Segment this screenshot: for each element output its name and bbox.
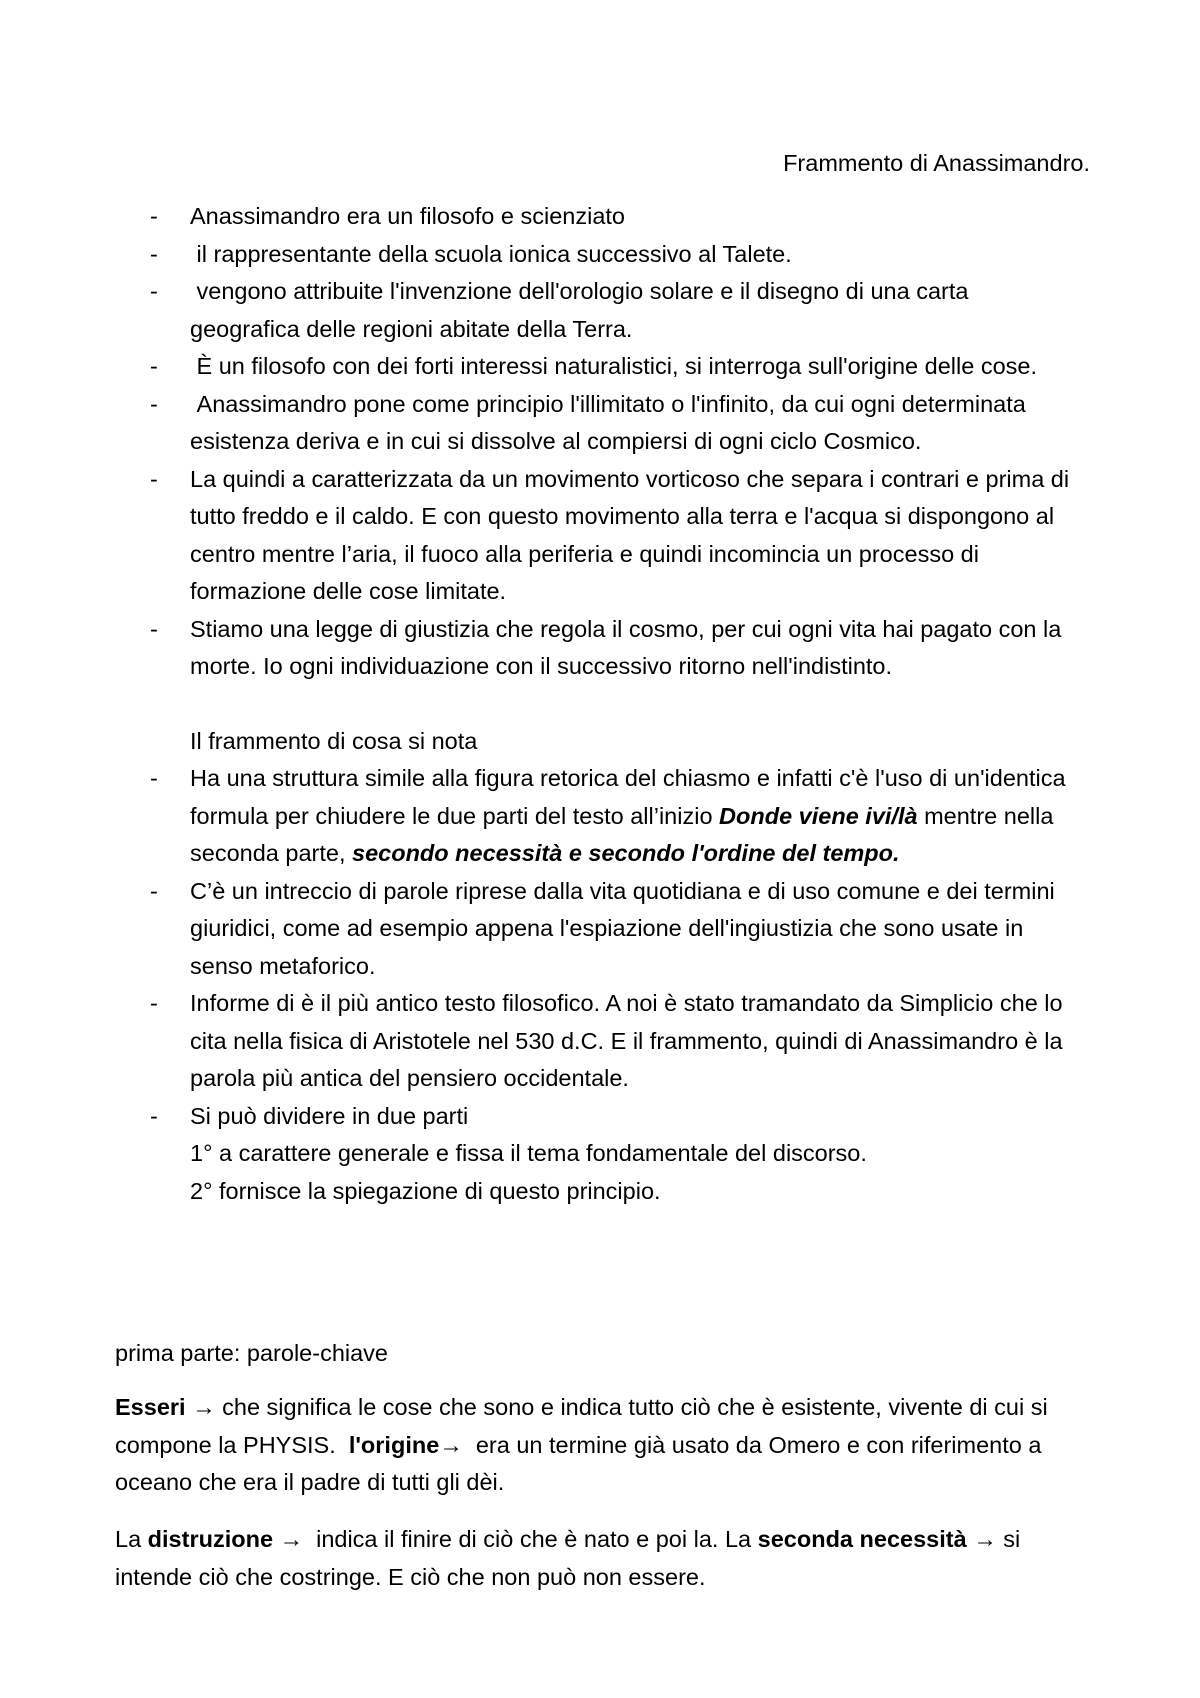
bullet-dash: - — [150, 353, 158, 379]
paragraph-distruzione — [115, 1521, 1075, 1596]
bullet-dash: - — [150, 765, 158, 791]
list-item-text: È un filosofo con dei forti interessi naturalistici, si interroga sull'origine delle cose. — [190, 353, 1037, 379]
list-item-text: C’è un intreccio di parole riprese dalla vita quotidiana e di uso comune e dei termini giuridici, come ad esempio appena l'espiazione dell'ingiustizia che sono usate in senso metaforico. — [190, 877, 1055, 979]
list-item — [150, 348, 1070, 386]
list-item-text: Stiamo una legge di giustizia che regola il cosmo, per cui ogni vita hai pagato con la morte. Io ogni individuazione con il successivo ritorno nell'indistinto. — [190, 615, 1062, 679]
list-item-text: vengono attribuite l'invenzione dell'orologio solare e il disegno di una carta geografica delle regioni abitate della Terra. — [190, 278, 975, 342]
bullet-dash: - — [150, 1102, 158, 1129]
bullet-dash: - — [150, 278, 158, 304]
list-item — [150, 386, 1070, 461]
list-item-text: il rappresentante della scuola ionica successivo al Talete. — [190, 240, 792, 267]
list-item-text: Anassimandro era un filosofo e scienziato — [190, 203, 625, 229]
list-item — [150, 236, 1070, 274]
paragraph-text: era un termine già usato da Omero e con riferimento a oceano che era il padre di tutti gli dèi. — [115, 1431, 1048, 1495]
arrow-icon: → — [192, 1394, 216, 1420]
list-item-text: Ha una struttura simile alla figura retorica del chiasmo e infatti c'è l'uso di un'identica formula per chiudere le due parti del testo all’inizio — [190, 765, 1066, 829]
bullet-dash: - — [150, 240, 158, 267]
list-item-text: mentre nella seconda parte, — [190, 802, 1054, 866]
paragraph-text: che significa le cose che sono e indica tutto ciò che è esistente, vivente di cui si compone la PHYSIS. — [115, 1394, 1055, 1458]
arrow-icon: → — [973, 1526, 997, 1552]
quoted-formula: Donde viene ivi/là — [719, 802, 918, 829]
list-item-text: Anassimandro pone come principio l'illimitato o l'infinito, da cui ogni determinata esistenza deriva e in cui si dissolve al compiersi di ogni ciclo Cosmico. — [190, 390, 1033, 454]
section-heading: prima parte: parole-chiave — [115, 1340, 388, 1366]
paragraph-text: La — [115, 1526, 148, 1552]
list-item — [150, 273, 1070, 348]
quoted-formula: secondo necessità e secondo l'ordine del tempo. — [352, 840, 900, 866]
key-term: distruzione — [147, 1526, 274, 1552]
bullet-dash: - — [150, 390, 158, 417]
list-item-text: Informe di è il più antico testo filosofico. A noi è stato tramandato da Simplicio che lo cita nella fisica di Aristotele nel 530 d.C. E il frammento, quindi di Anassimandro è la parola più antica del pensiero occidentale. — [190, 990, 1063, 1091]
bullet-dash: - — [150, 203, 158, 229]
key-term: Esseri — [115, 1394, 186, 1420]
subheading: Il frammento di cosa si nota — [190, 727, 478, 754]
paragraph-text: si intende ciò che costringe. E ciò che non può non essere. — [115, 1526, 1021, 1590]
list-item — [150, 873, 1070, 986]
list-item — [150, 985, 1070, 1098]
arrow-icon: → — [279, 1526, 304, 1552]
list-item-chiasmo — [150, 760, 1070, 873]
list-item-text: Si può dividere in due parti — [190, 1102, 469, 1129]
list-item-text: La quindi a caratterizzata da un movimento vorticoso che separa i contrari e prima di tutto freddo e il caldo. E con questo movimento alla terra e l'acqua si dispongono al centro mentre l’aria, il fuoco alla periferia e quindi incomincia un processo di formazione delle cose limitate. — [190, 465, 1070, 604]
bullet-dash: - — [150, 990, 158, 1016]
list-item-parti — [150, 1098, 1070, 1211]
list-item — [150, 198, 1070, 236]
bullet-dash: - — [150, 615, 158, 642]
bullet-dash: - — [150, 877, 158, 904]
key-term: seconda necessità — [757, 1526, 967, 1552]
list-item — [150, 461, 1070, 611]
key-term: l'origine — [348, 1431, 440, 1458]
arrow-icon: → — [439, 1431, 463, 1458]
list-item-subline: 1° a carattere generale e fissa il tema fondamentale del discorso. — [190, 1140, 867, 1166]
list-item — [150, 611, 1070, 686]
paragraph-text: indica il finire di ciò che è nato e poi la. La — [303, 1526, 758, 1552]
paragraph-esseri — [115, 1389, 1075, 1502]
notes-list — [150, 198, 1070, 1210]
document-title: Frammento di Anassimandro. — [783, 150, 1090, 176]
list-item-subline: 2° fornisce la spiegazione di questo principio. — [190, 1177, 661, 1204]
bullet-dash: - — [150, 465, 158, 492]
